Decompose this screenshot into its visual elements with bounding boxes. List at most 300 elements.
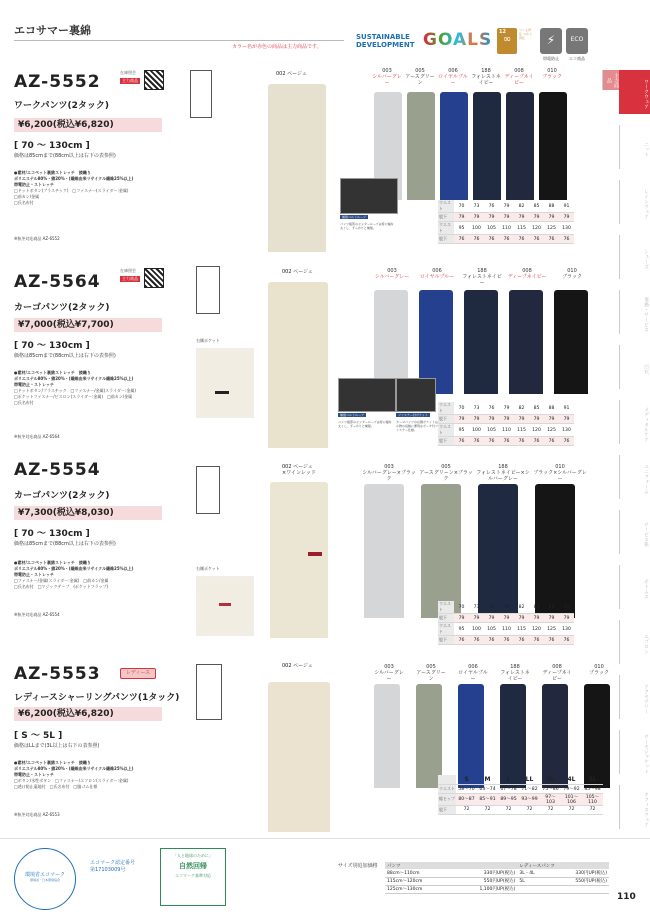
color-name: ロイヤルブルー <box>438 74 468 86</box>
color-swatch-photo[interactable] <box>506 92 534 200</box>
sdg-goals-logo: GOALS <box>423 30 493 50</box>
detail-photo <box>338 378 396 412</box>
size-cell: 101～106 <box>561 793 582 805</box>
size-cell: 76 <box>469 235 484 244</box>
size-range: [ S ～ 5L ] <box>14 731 63 741</box>
color-label <box>552 268 592 280</box>
product-name: カーゴパンツ(2タック) <box>14 491 110 501</box>
size-cell: 79 <box>454 614 469 623</box>
antistatic-label: 帯電防止 <box>543 56 559 61</box>
price: ¥7,300(税込¥8,030) <box>14 506 162 520</box>
color-swatch-photo[interactable] <box>407 92 435 200</box>
size-cell: 76 <box>559 636 574 645</box>
size-cell: 72 <box>540 805 561 814</box>
size-cell: 110 <box>499 222 514 235</box>
flat-drawing <box>196 664 222 720</box>
size-cell: 76 <box>514 437 529 446</box>
size-cell: 100 <box>469 424 484 437</box>
pocket-label: 右側ポケット <box>196 566 220 571</box>
size-cell: 67～78 <box>498 784 519 793</box>
sdg-12-label: つくる責任 つかう責任 <box>519 28 532 40</box>
price-table-cell: 5L <box>517 877 549 885</box>
spec-block: ●素材/エコペット裏綿ストレッチ 綾織り ポリエステル80%・綿20%・(繊維由来リサイクル繊維25%以上) 帯電防止・ストレッチ □ファスナー/金属(スライダー:金属) □前カン/金属 □氏名布付 □マジックテープ (ポケットフラップ) <box>14 560 134 589</box>
detail-label: 補強ベルトループ <box>340 413 364 417</box>
color-label <box>456 664 490 682</box>
size-cell: 76 <box>469 636 484 645</box>
size-cell: 股下 <box>438 636 454 645</box>
product-code: AZ-5552 <box>14 72 101 92</box>
size-cell: 125 <box>544 222 559 235</box>
color-name: アースグリーン <box>405 74 435 86</box>
size-cell: ウエスト <box>438 601 454 614</box>
color-code: 006 <box>448 68 458 74</box>
size-cell: 70 <box>454 402 469 415</box>
color-name: アースグリーン <box>416 670 446 682</box>
size-cell: 79 <box>484 614 499 623</box>
pocket-label: 右側ポケット <box>196 338 220 343</box>
size-cell: 79 <box>499 601 514 614</box>
size-note: 価格は85cmまで(88cm以上は右下の表参照) <box>14 153 116 159</box>
size-cell: ウエスト <box>438 623 454 636</box>
price-table-cell: 550円UP(税込) <box>451 877 518 885</box>
qr-code[interactable] <box>144 268 164 288</box>
size-cell: 73 <box>469 402 484 415</box>
color-code: 188 <box>481 68 491 74</box>
color-code: 003 <box>384 464 394 470</box>
size-cell: 91 <box>559 601 574 614</box>
size-cell: 72 <box>561 805 582 814</box>
size-cell: 股下 <box>438 805 456 814</box>
color-swatch-photo[interactable] <box>584 684 610 788</box>
color-code: 003 <box>387 268 397 274</box>
size-cell: 76 <box>529 437 544 446</box>
price-table-header: パンツ <box>385 862 517 869</box>
sidebar-item-12[interactable]: サーモジャケット <box>619 730 650 774</box>
sidebar-item-10[interactable]: エプロン <box>619 620 650 664</box>
detail2-photo <box>396 378 436 412</box>
size-price-label: サイズ別追加価格 <box>338 863 378 869</box>
main-color-label: 002 ベージュ <box>276 71 307 77</box>
color-code: 005 <box>426 664 436 670</box>
size-cell: 79 <box>559 614 574 623</box>
size-cell: 70 <box>454 601 469 614</box>
size-cell: 76 <box>514 235 529 244</box>
detail2-caption: カーゴパンツの右側ポケットは小物の収納に便利なポーチ付ファスナー仕様。 <box>396 420 439 432</box>
color-swatch-photo[interactable] <box>416 684 442 788</box>
color-label <box>417 268 457 280</box>
size-cell: 88 <box>544 200 559 213</box>
color-code: 005 <box>415 68 425 74</box>
color-name: フォレストネイビー <box>462 274 502 286</box>
detail-caption: パンツ後部のセンターループは特に幅を太くし、ずっかりと補強。 <box>338 420 392 428</box>
color-swatch-photo[interactable] <box>458 684 484 788</box>
size-cell: 79 <box>529 213 544 222</box>
price-table-cell: 3L・4L <box>517 869 549 877</box>
color-name: ロイヤルブルー <box>458 670 488 682</box>
size-cell: 110 <box>499 424 514 437</box>
sidebar-item-3[interactable]: シューズ <box>619 235 650 279</box>
size-cell: 79 <box>544 213 559 222</box>
size-cell: 72 <box>477 805 498 814</box>
size-cell: 5L <box>582 775 603 784</box>
size-cell: 79 <box>529 614 544 623</box>
product-name: カーゴパンツ(2タック) <box>14 303 110 313</box>
color-code: 003 <box>384 664 394 670</box>
flat-drawing <box>196 266 220 314</box>
color-label <box>476 464 530 482</box>
sidebar-item-9[interactable]: ボトムス <box>619 565 650 609</box>
product-photo <box>268 282 328 448</box>
color-name: シルバーグレー <box>372 74 402 86</box>
size-cell: S <box>456 775 477 784</box>
detail-caption: パンツ後部のセンターループは特に幅を太くし、ずっかりと補強。 <box>340 222 394 230</box>
color-code: 008 <box>522 268 532 274</box>
pocket-photo <box>196 576 254 636</box>
size-cell: 79 <box>514 614 529 623</box>
color-label <box>372 664 406 682</box>
color-code: 006 <box>432 268 442 274</box>
size-cell: 120 <box>529 424 544 437</box>
color-name: シルバーグレー×ブラック <box>362 470 416 482</box>
color-label <box>507 268 547 280</box>
size-cell: 股下 <box>438 614 454 623</box>
color-name: ロイヤルブルー <box>419 274 455 280</box>
size-cell: 85 <box>529 200 544 213</box>
color-swatch-photo[interactable] <box>473 92 501 200</box>
color-swatch-photo[interactable] <box>500 684 526 788</box>
size-cell: 95 <box>454 623 469 636</box>
price-table-cell: 125cm～130cm <box>385 885 451 893</box>
size-range: [ 70 ～ 130cm ] <box>14 341 90 351</box>
size-note: 価格は85cmまで(88cm以上は右下の表参照) <box>14 353 116 359</box>
size-cell: 79 <box>499 415 514 424</box>
color-swatch-photo[interactable] <box>478 484 518 618</box>
cross-reference: ※秋冬対応商品 AZ-6564 <box>14 434 60 439</box>
size-table <box>438 402 574 446</box>
page-number: 110 <box>617 892 636 902</box>
spec-block: ●素材/エコペット裏綿ストレッチ 綾織り ポリエステル80%・綿20%・(繊維由来リサイクル繊維25%以上) 帯電防止・ストレッチ □ドットボタン(プラスチック) □ファスナー(スライダー:金属) □前カン/金属 □氏名布付 <box>14 170 134 205</box>
color-code: 005 <box>441 464 451 470</box>
color-name: フォレストネイビー×シルバーグレー <box>476 470 530 482</box>
size-cell: 79 <box>559 415 574 424</box>
size-cell: 85～98 <box>582 784 603 793</box>
color-label <box>414 664 448 682</box>
size-cell: ウエスト <box>438 402 454 415</box>
color-label <box>462 268 502 286</box>
price-table-cell <box>550 885 609 893</box>
color-code: 006 <box>468 664 478 670</box>
size-range: [ 70 ～ 130cm ] <box>14 141 90 151</box>
color-label <box>533 464 587 482</box>
size-cell: 100 <box>469 623 484 636</box>
size-cell: 79 <box>469 213 484 222</box>
size-cell: 76 <box>544 235 559 244</box>
size-cell: 85 <box>529 402 544 415</box>
size-cell: 75～86 <box>540 784 561 793</box>
size-cell: 73 <box>469 200 484 213</box>
price-table-cell: 330円UP(税込) <box>550 869 609 877</box>
size-cell: ウエスト <box>438 424 454 437</box>
eco-mark-logo: 環境省エコマーク 環境省・日本環境協会 <box>14 848 76 910</box>
sidebar-item-7[interactable]: ユニフォーム <box>619 455 650 499</box>
size-cell: 120 <box>529 623 544 636</box>
color-name: アースグリーン×ブラック <box>419 470 473 482</box>
eco-icon: ECO <box>566 28 588 54</box>
size-cell: 120 <box>529 222 544 235</box>
page-title: エコサマー裏綿 <box>14 24 91 37</box>
product-code: AZ-5564 <box>14 272 101 292</box>
product-code: AZ-5553 <box>14 664 101 684</box>
size-cell: 80～87 <box>456 793 477 805</box>
main-item-badge: 主力商品 <box>122 276 138 281</box>
price: ¥6,200(税込¥6,820) <box>14 118 162 132</box>
size-cell: 72 <box>582 805 603 814</box>
size-cell: 82 <box>514 402 529 415</box>
size-cell: 76 <box>454 437 469 446</box>
size-cell: 76 <box>484 601 499 614</box>
size-cell: M <box>477 775 498 784</box>
antistatic-icon: ⚡ <box>540 28 562 54</box>
size-cell: 76 <box>559 437 574 446</box>
detail-photo <box>340 178 398 214</box>
color-swatch-photo[interactable] <box>542 684 568 788</box>
size-cell: 79 <box>499 402 514 415</box>
size-cell: 76 <box>469 437 484 446</box>
size-cell: 76 <box>544 636 559 645</box>
size-cell: 79 <box>484 415 499 424</box>
size-cell: 79 <box>499 200 514 213</box>
size-cell: 125 <box>544 623 559 636</box>
size-range: [ 70 ～ 130cm ] <box>14 529 90 539</box>
size-cell: 110 <box>499 623 514 636</box>
color-swatch-photo[interactable] <box>421 484 461 618</box>
price-table-cell: 115cm～120cm <box>385 877 451 885</box>
detail2-label: ファスナー付ポケット <box>398 413 428 417</box>
size-cell: 79 <box>484 213 499 222</box>
ecomark-number: エコマーク認定番号 第17103009号 <box>90 860 136 873</box>
color-label <box>419 464 473 482</box>
cross-reference: ※秋冬対応商品 AZ-6554 <box>14 612 60 617</box>
size-cell: 79 <box>469 415 484 424</box>
main-item-badge: 主力商品 <box>122 78 138 83</box>
color-label <box>405 68 435 86</box>
size-cell: 93～99 <box>519 793 540 805</box>
size-cell: ウエスト <box>438 784 456 793</box>
price-table-cell: 550円UP(税込) <box>550 877 609 885</box>
spec-block: ●素材/エコペット裏綿ストレッチ 綾織り ポリエステル80%・綿20%・(繊維由来リサイクル繊維25%以上) 帯電防止・ストレッチ □ボタン/水性ボタン □ファスナー/エフロン(スライダー:金属) □透け防止裏地付 □氏名布付 □脇ゴム仕様 <box>14 760 134 789</box>
product-photo <box>268 682 330 832</box>
size-cell: 115 <box>514 222 529 235</box>
sidebar-item-6[interactable]: メディカルケア <box>619 400 650 444</box>
size-cell: 91 <box>559 402 574 415</box>
size-cell: 105 <box>484 222 499 235</box>
color-code: 008 <box>514 68 524 74</box>
color-label <box>438 68 468 86</box>
color-name: ブラック <box>589 670 609 676</box>
size-cell: 95 <box>454 424 469 437</box>
size-cell: 95 <box>454 222 469 235</box>
color-swatch-photo[interactable] <box>554 290 588 394</box>
pocket-photo <box>196 348 254 418</box>
flat-drawing <box>190 70 212 118</box>
size-cell: 97～103 <box>540 793 561 805</box>
size-cell: 70 <box>454 200 469 213</box>
size-cell: 105 <box>484 623 499 636</box>
price-table-cell <box>517 885 549 893</box>
sidebar-item-13[interactable]: オフィスウェア <box>619 785 650 829</box>
size-cell: 79 <box>454 415 469 424</box>
size-note: 価格はLLまで(3L以上は右下の表参照) <box>14 743 100 749</box>
size-cell: 72 <box>456 805 477 814</box>
footer-rule <box>0 838 650 839</box>
color-name: シルバーグレー <box>374 274 410 280</box>
size-cell: 79 <box>514 213 529 222</box>
sidebar-item-11[interactable]: アクセサリー <box>619 675 650 719</box>
size-cell: 82 <box>514 200 529 213</box>
color-label <box>498 664 532 682</box>
qr-code[interactable] <box>144 70 164 90</box>
sidebar-item-8[interactable]: サービス系 <box>619 510 650 554</box>
size-cell: 79 <box>499 213 514 222</box>
size-table <box>438 200 574 244</box>
size-cell: 105 <box>484 424 499 437</box>
size-cell: 76 <box>544 437 559 446</box>
product-photo <box>270 482 328 638</box>
sidebar-main-label: 主力商品 <box>602 70 620 90</box>
price: ¥6,200(税込¥6,820) <box>14 707 162 721</box>
sidebar-item-1[interactable]: ニット <box>619 125 650 169</box>
sdg-text: SUSTAINABLE DEVELOPMENT <box>356 33 415 49</box>
size-cell: 130 <box>559 222 574 235</box>
color-swatch-photo[interactable] <box>440 92 468 200</box>
size-cell: L <box>498 775 519 784</box>
color-code: 188 <box>477 268 487 274</box>
size-cell: 79 <box>529 415 544 424</box>
price: ¥7,000(税込¥7,700) <box>14 318 162 332</box>
color-label <box>582 664 616 676</box>
color-swatch-photo[interactable] <box>509 290 543 394</box>
size-cell: 130 <box>559 623 574 636</box>
size-table <box>438 601 574 645</box>
price-table-cell: 88cm～110cm <box>385 869 451 877</box>
size-cell: 79 <box>514 415 529 424</box>
size-cell: 76 <box>484 200 499 213</box>
size-cell: 股下 <box>438 437 454 446</box>
size-cell: 89～95 <box>498 793 519 805</box>
color-swatch-photo[interactable] <box>464 290 498 394</box>
color-swatch-photo[interactable] <box>364 484 404 618</box>
size-cell: 85 <box>529 601 544 614</box>
color-code: 010 <box>594 664 604 670</box>
size-cell: 76 <box>484 636 499 645</box>
color-name: フォレストネイビー <box>471 74 501 86</box>
sidebar-item-5[interactable]: 白衣 <box>619 345 650 389</box>
size-cell: 76 <box>529 636 544 645</box>
size-cell: 3L <box>540 775 561 784</box>
stock-label: 在庫照会 <box>120 268 136 273</box>
size-cell: 4L <box>561 775 582 784</box>
color-name: ディープネイビー <box>542 670 572 682</box>
color-code: 010 <box>547 68 557 74</box>
size-cell <box>438 775 456 784</box>
size-cell: 76 <box>484 437 499 446</box>
cross-reference: ※秋冬対応商品 AZ-6552 <box>14 236 60 241</box>
size-cell: 91 <box>559 200 574 213</box>
color-swatch-photo[interactable] <box>535 484 575 618</box>
size-cell: 76 <box>484 402 499 415</box>
product-name: ワークパンツ(2タック) <box>14 101 109 111</box>
main-color-label: 002 ベージュ <box>282 663 313 669</box>
shizen-kaiki-logo: 「人と地球のために」 自然回帰 エコマーク基準対応 <box>160 848 226 906</box>
flat-drawing <box>196 466 220 514</box>
main-item-note: カラー名が赤色の商品は主力商品です。 <box>232 44 322 50</box>
color-name: ブラック <box>542 74 562 80</box>
color-label <box>372 268 412 280</box>
sidebar-item-0[interactable]: ワークウェア <box>619 70 650 114</box>
product-name: レディースシャーリングパンツ(1タック) <box>14 693 180 703</box>
size-cell: 76 <box>454 235 469 244</box>
eco-label: エコ商品 <box>569 56 585 61</box>
color-swatch-photo[interactable] <box>539 92 567 200</box>
size-cell: 79 <box>499 614 514 623</box>
size-cell: 88 <box>544 601 559 614</box>
color-code: 188 <box>510 664 520 670</box>
size-cell: 76 <box>499 636 514 645</box>
price-table-header: レディースパンツ <box>517 862 609 869</box>
size-cell: 76 <box>529 235 544 244</box>
color-name: シルバーグレー <box>374 670 404 682</box>
color-name: ディープネイビー <box>507 274 547 280</box>
size-note: 価格は85cmまで(88cm以上は右下の表参照) <box>14 541 116 547</box>
size-cell: 79 <box>454 213 469 222</box>
size-cell: 125 <box>544 424 559 437</box>
main-color-label: 002 ベージュ <box>282 269 313 275</box>
size-table <box>438 775 603 815</box>
title-rule <box>14 40 344 41</box>
size-cell: 76 <box>559 235 574 244</box>
spec-block: ●素材/エコペット裏綿ストレッチ 綾織り ポリエステル80%・綿20%・(繊維由来リサイクル繊維25%以上) 帯電防止・ストレッチ □ドットボタン/プラスチック □ファスナー/金属(スライダー:金属) □ポケットファスナー/ビスロン(スライダー:金属) □前カン/金属 □氏名布付 <box>14 370 136 405</box>
size-cell: 76 <box>499 235 514 244</box>
size-cell: 82 <box>514 601 529 614</box>
color-name: ブラック×シルバーグレー <box>533 470 587 482</box>
sidebar-item-2[interactable]: レインウェア <box>619 180 650 224</box>
size-cell: LL <box>519 775 540 784</box>
size-cell: 76 <box>514 636 529 645</box>
size-cell: 76 <box>499 437 514 446</box>
size-cell: 総ヒップ <box>438 793 456 805</box>
size-cell: 股下 <box>438 235 454 244</box>
color-label <box>537 68 567 80</box>
color-label <box>471 68 501 86</box>
size-cell: 100 <box>469 222 484 235</box>
price-table-cell: 1,100円UP(税込) <box>451 885 518 893</box>
color-swatch-photo[interactable] <box>374 684 400 788</box>
size-cell: 115 <box>514 424 529 437</box>
size-cell: 73 <box>469 601 484 614</box>
color-code: 010 <box>555 464 565 470</box>
size-cell: 72 <box>519 805 540 814</box>
size-cell: 63～74 <box>477 784 498 793</box>
sidebar-item-4[interactable]: 事務・サービス <box>619 290 650 334</box>
color-code: 008 <box>552 664 562 670</box>
color-name: ディープネイビー <box>504 74 534 86</box>
color-label <box>504 68 534 86</box>
size-cell: 85～91 <box>477 793 498 805</box>
color-label <box>540 664 574 682</box>
size-cell: 79 <box>469 614 484 623</box>
main-color-label: 002 ベージュ ×ワインレッド <box>282 464 316 476</box>
color-label <box>372 68 402 86</box>
